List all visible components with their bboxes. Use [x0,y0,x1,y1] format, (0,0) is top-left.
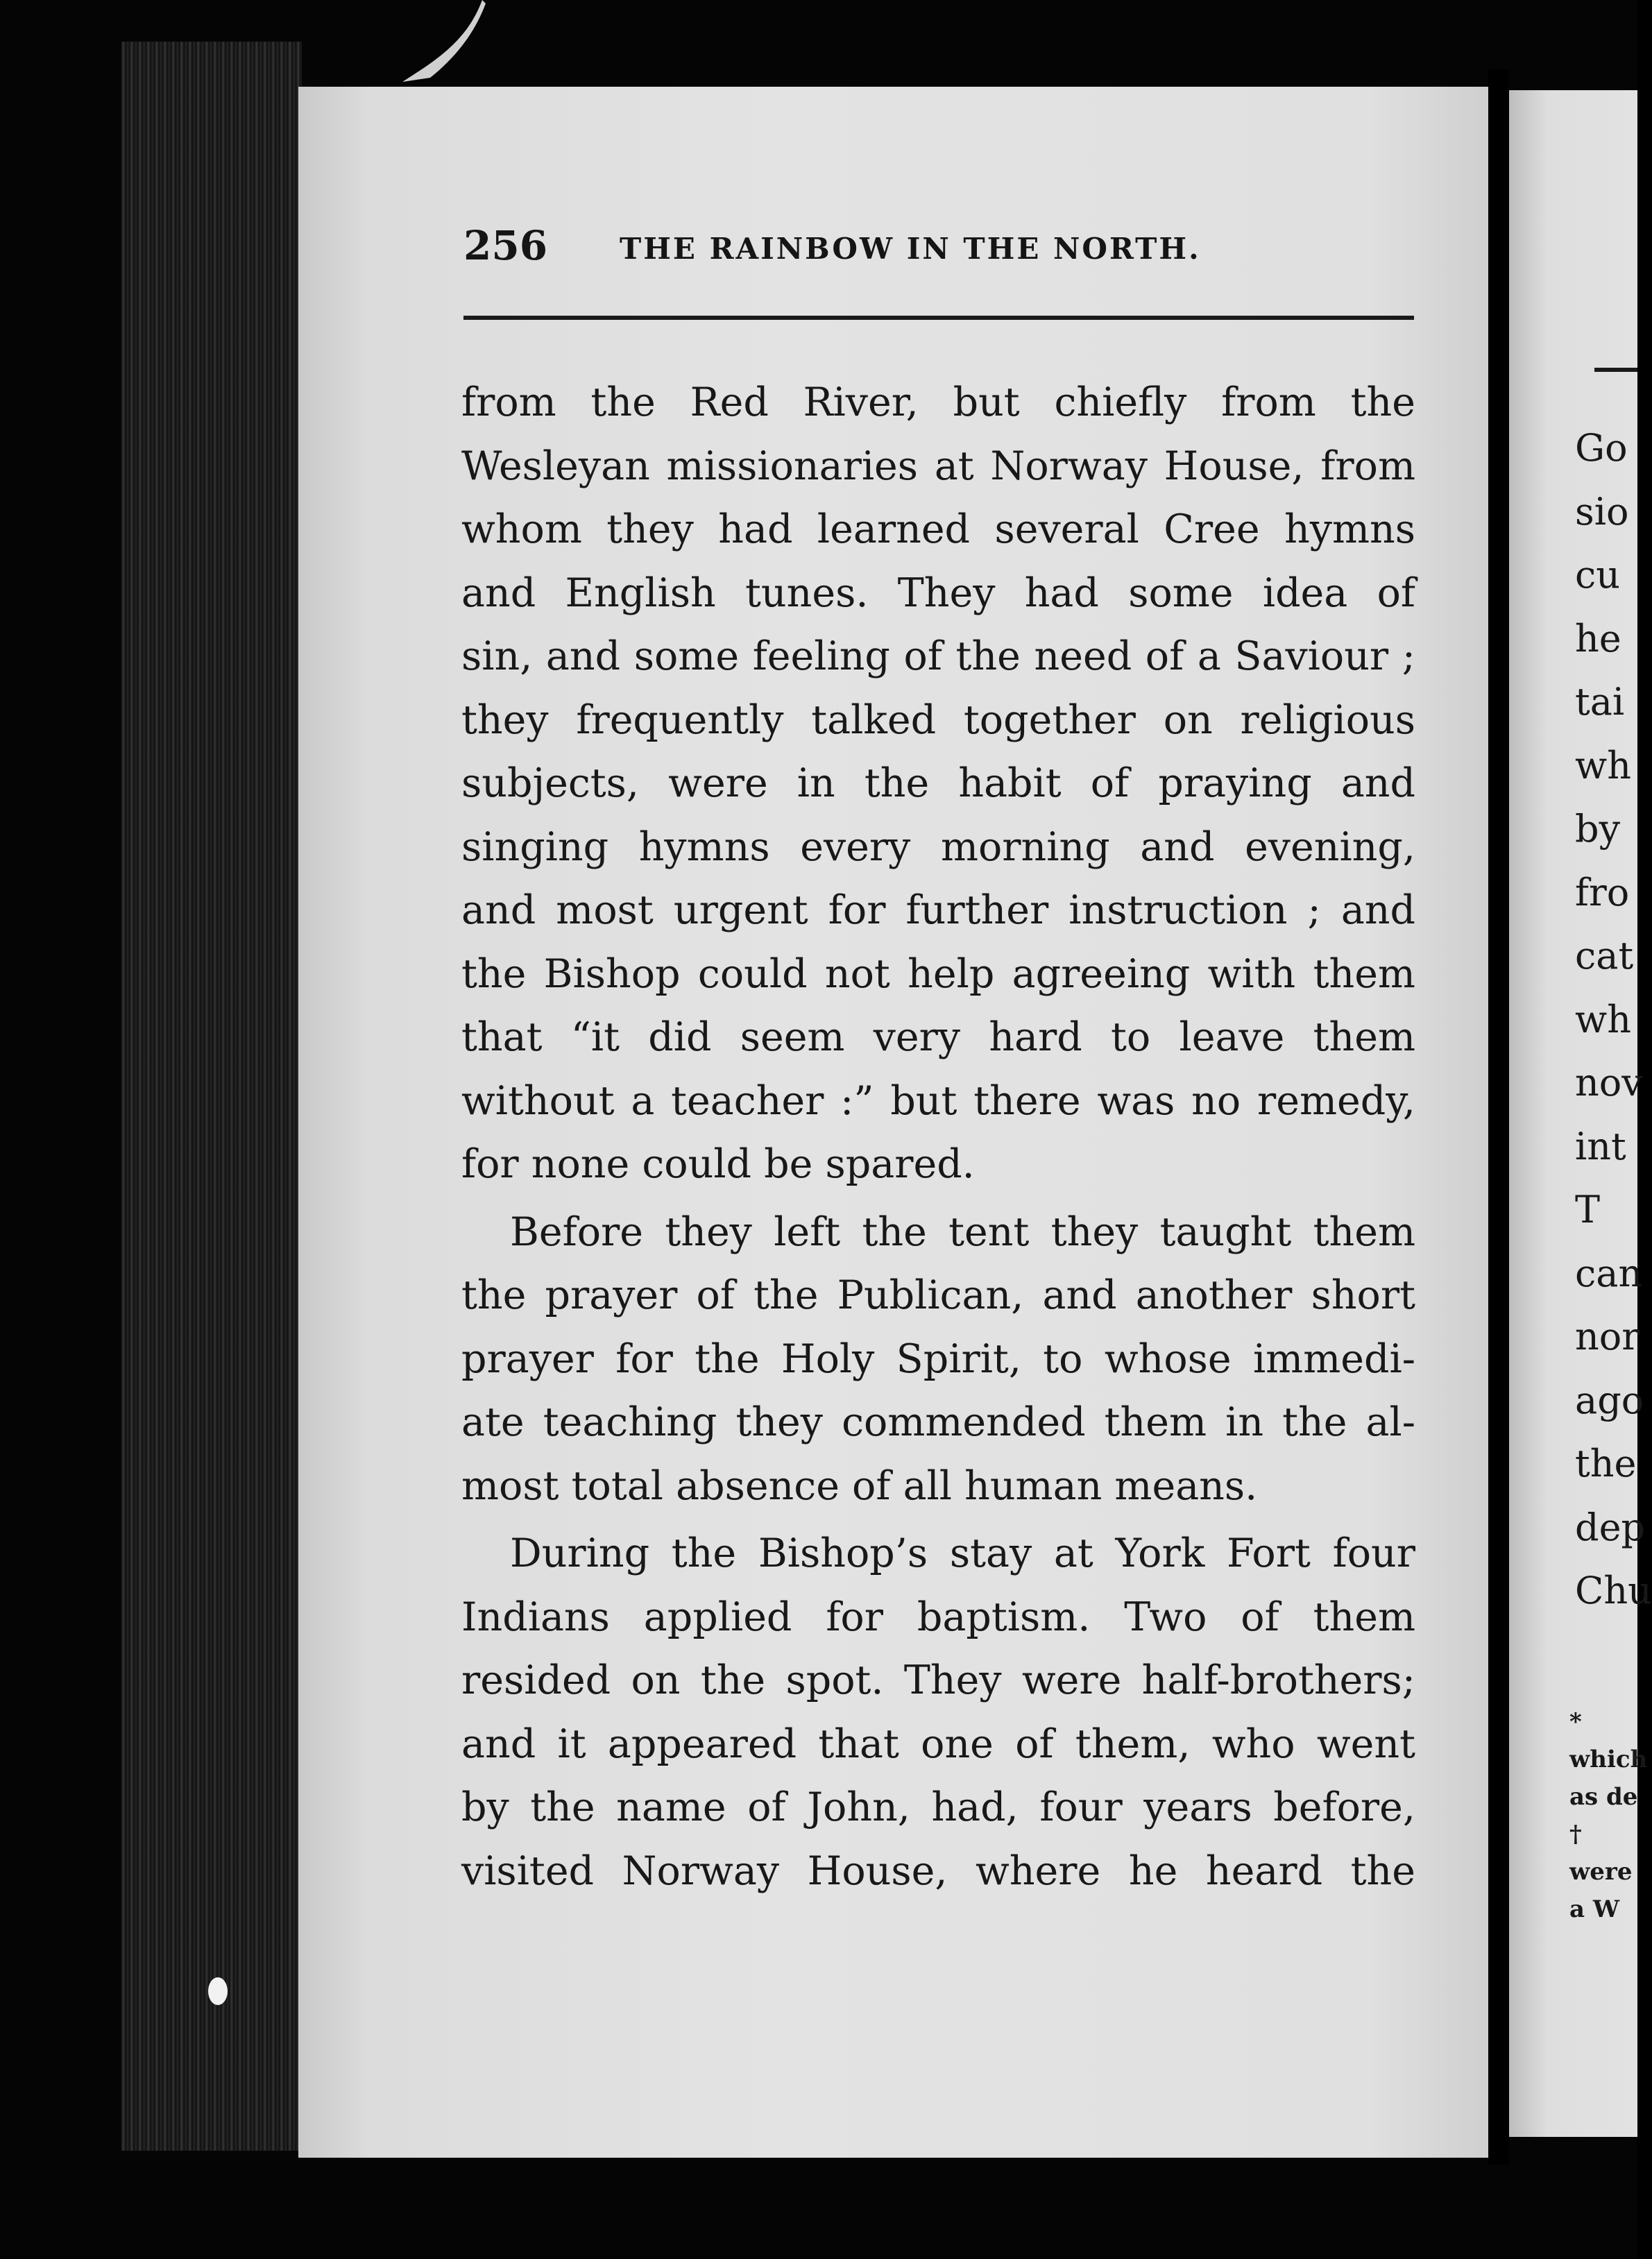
adjacent-line: can [1575,1251,1643,1295]
scan-speck [208,1977,228,2005]
adjacent-header-rule [1594,368,1637,372]
adjacent-line: cat [1575,934,1634,978]
text-line: from the Red River, but chiefly from the [461,380,1415,425]
body-text [461,371,1415,1903]
adjacent-line: wh [1575,997,1631,1041]
text-line: ate teaching they commended them in the al- [461,1399,1415,1445]
adjacent-line: Chu [1575,1569,1652,1612]
paragraph-3 [461,1522,1415,1903]
paragraph-2 [461,1201,1415,1519]
adjacent-footnote: were [1569,1858,1633,1886]
text-line: by the name of John, had, four years before, [461,1784,1415,1830]
header-rule [463,316,1414,320]
text-line: whom they had learned several Cree hymns [461,506,1415,552]
page-gutter [1488,69,1509,2165]
adjacent-line: Go [1575,426,1628,470]
adjacent-page-text [1575,416,1652,1623]
text-line: visited Norway House, where he heard the [461,1848,1415,1894]
text-line: Before they left the tent they taught them [510,1209,1415,1255]
text-line: Wesleyan missionaries at Norway House, from [461,443,1415,489]
text-line: Indians applied for baptism. Two of them [461,1594,1415,1640]
text-line: most total absence of all human means. [461,1463,1258,1509]
text-line: During the Bishop’s stay at York Fort four [510,1531,1415,1576]
adjacent-line: the [1575,1442,1637,1485]
adjacent-line: he [1575,616,1621,660]
running-head [463,222,1414,278]
adjacent-footnote: as de [1569,1783,1638,1811]
text-line: for none could be spared. [461,1141,975,1187]
adjacent-line: tai [1575,680,1625,724]
text-line: they frequently talked together on religious [461,697,1415,743]
adjacent-footnote: which [1569,1746,1648,1773]
adjacent-line: nov [1575,1061,1643,1105]
adjacent-line: fro [1575,870,1630,914]
adjacent-footnote: † [1569,1821,1582,1848]
adjacent-footnotes [1569,1703,1648,1928]
adjacent-line: dep [1575,1505,1646,1549]
torn-paper-mark [389,0,486,90]
text-line: and it appeared that one of them, who went [461,1721,1415,1767]
adjacent-line: cu [1575,553,1621,597]
adjacent-line: nor [1575,1315,1640,1358]
text-line: singing hymns every morning and evening, [461,824,1415,870]
adjacent-line: int [1575,1124,1626,1168]
adjacent-line: T [1575,1188,1601,1231]
adjacent-footnote: * [1569,1708,1582,1736]
text-line: that “it did seem very hard to leave them [461,1014,1415,1060]
adjacent-line: by [1575,807,1621,851]
adjacent-line: wh [1575,743,1631,787]
page-edges [121,42,302,2151]
text-line: subjects, were in the habit of praying and [461,760,1415,806]
text-line: without a teacher :” but there was no remedy, [461,1077,1415,1124]
text-line: the prayer of the Publican, and another short [461,1272,1415,1318]
adjacent-footnote: a W [1569,1895,1620,1923]
text-line: the Bishop could not help agreeing with them [461,951,1415,997]
text-line: resided on the spot. They were half-brothers; [461,1657,1415,1703]
paragraph-1 [461,371,1415,1197]
running-title: THE RAINBOW IN THE NORTH. [620,232,1201,266]
adjacent-line: ago [1575,1378,1644,1422]
text-line: and most urgent for further instruction ; and [461,887,1415,933]
page-number: 256 [463,222,548,269]
text-line: prayer for the Holy Spirit, to whose immedi- [461,1336,1415,1382]
text-line: sin, and some feeling of the need of a Saviour ; [461,633,1415,679]
text-line: and English tunes. They had some idea of [461,570,1415,616]
adjacent-line: sio [1575,489,1629,534]
